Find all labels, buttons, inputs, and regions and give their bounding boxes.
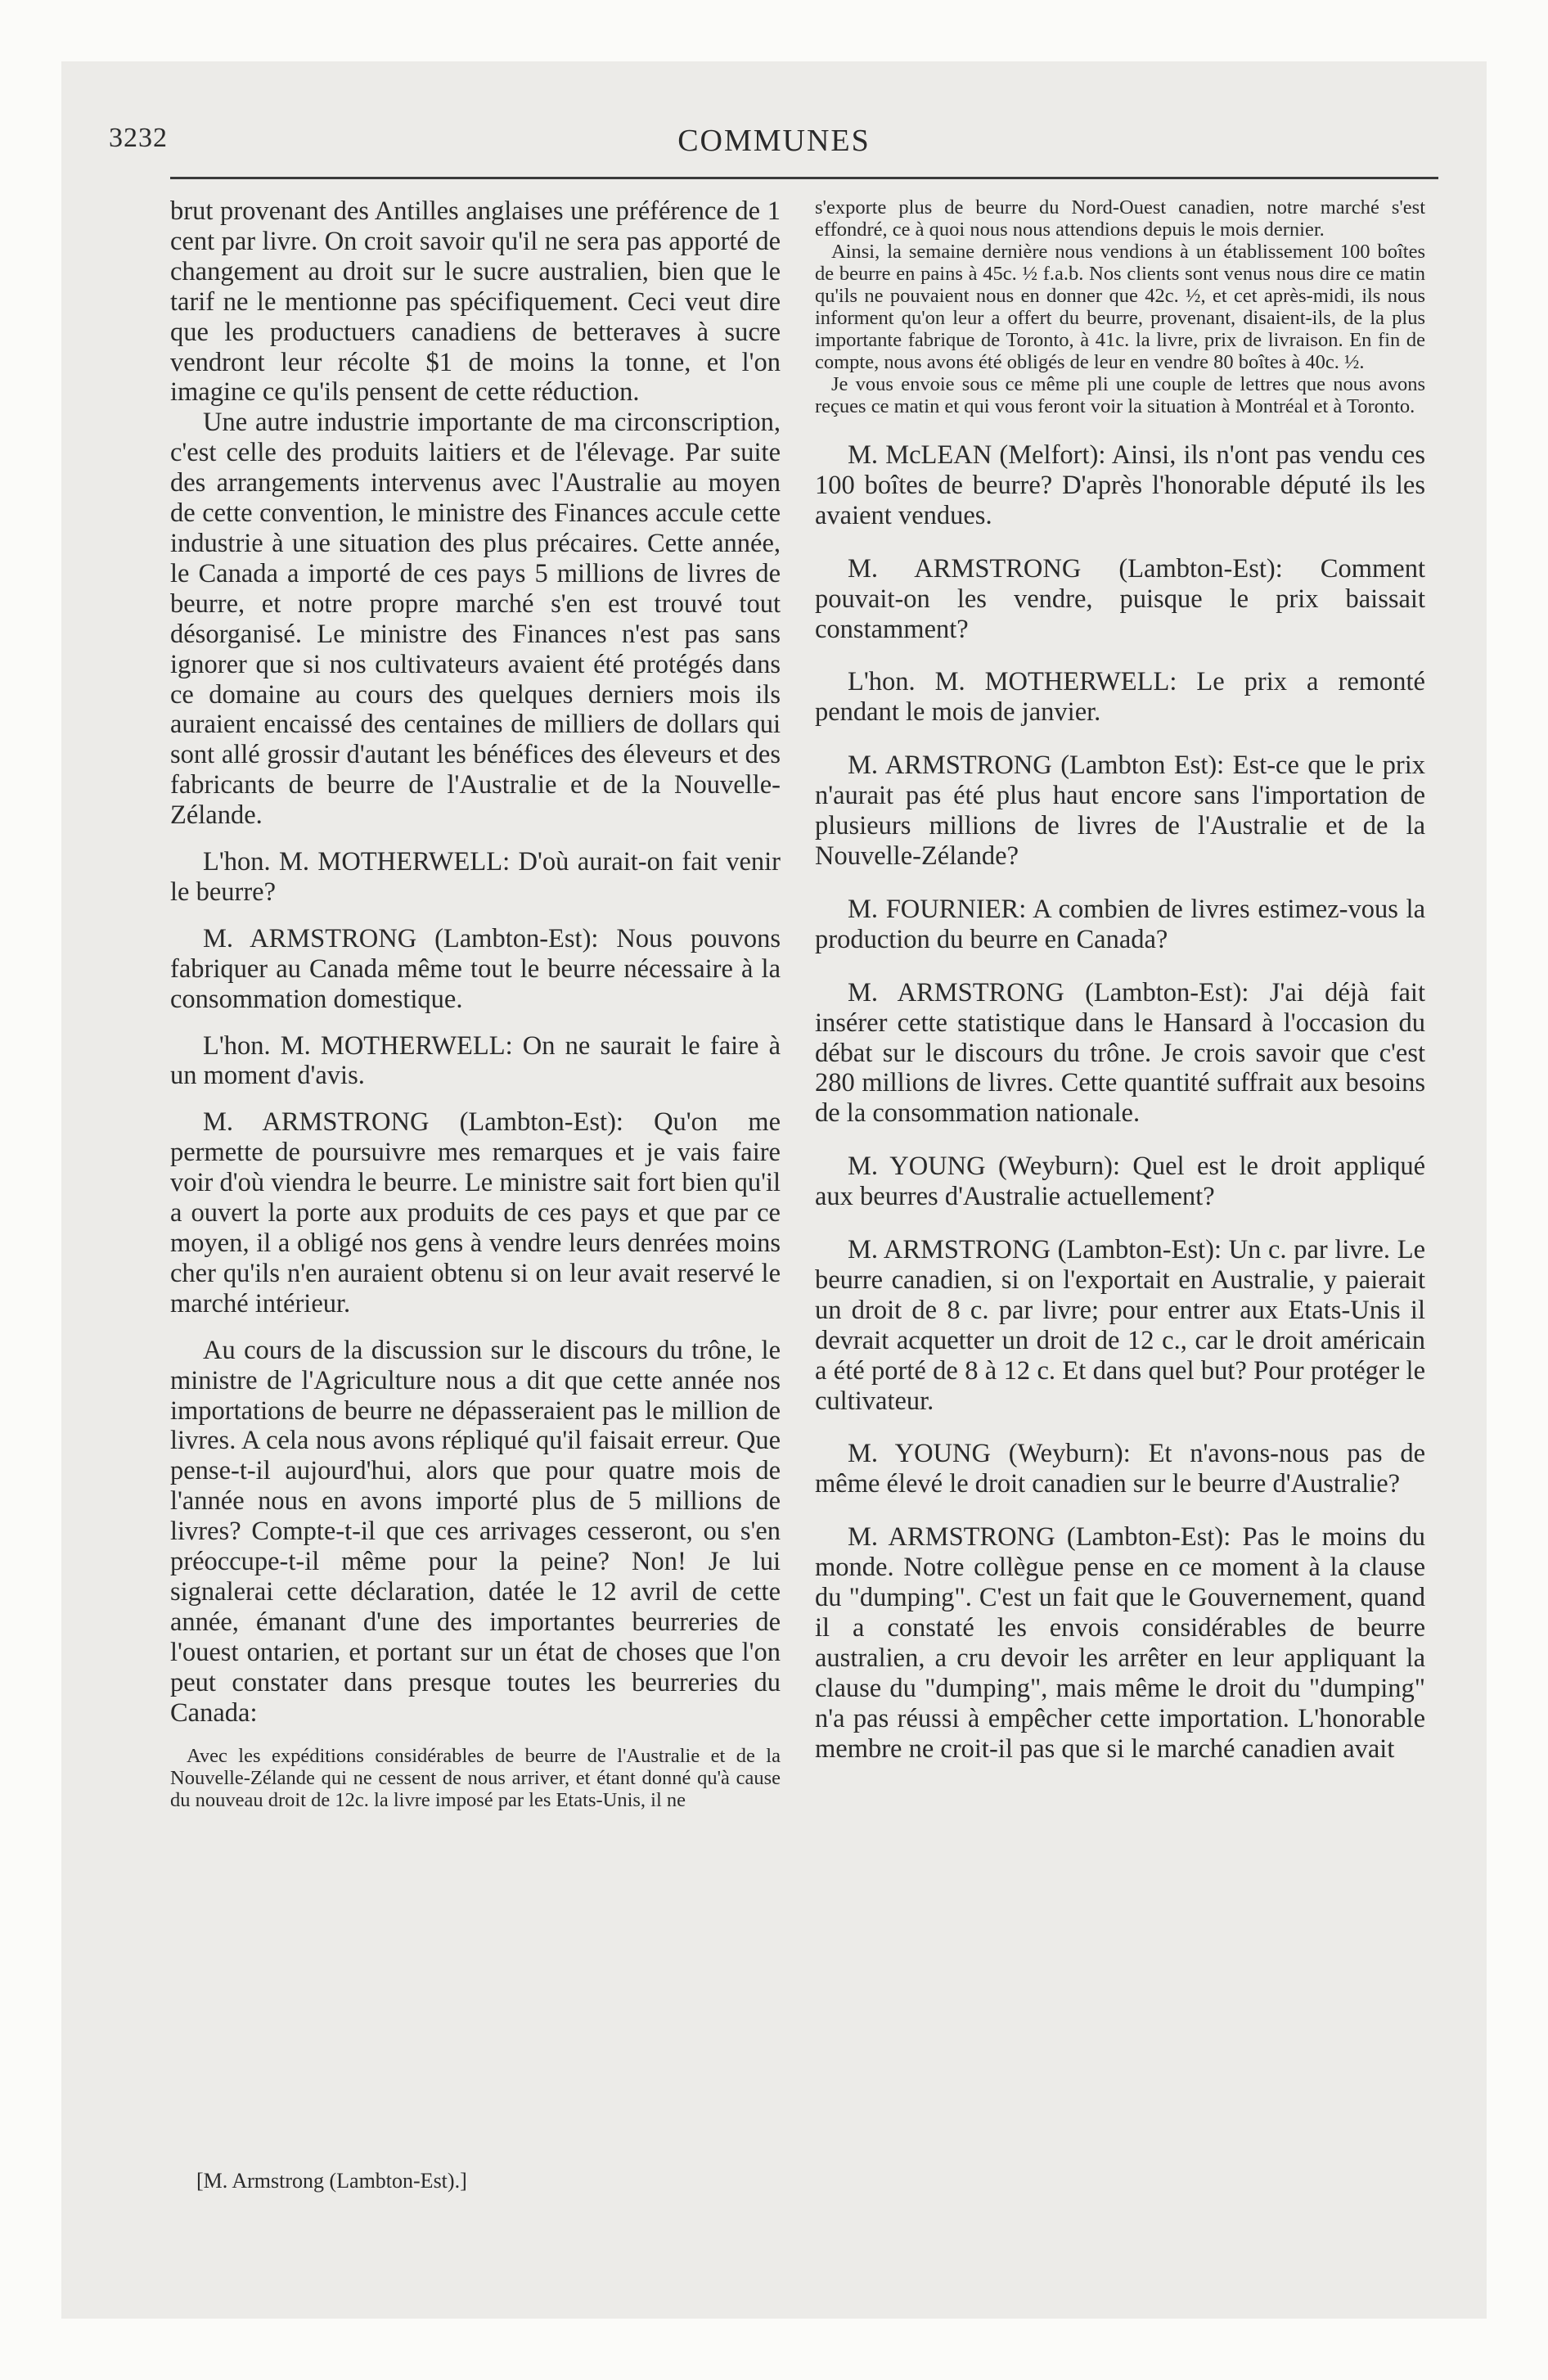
running-head: COMMUNES	[677, 124, 871, 158]
right-column	[815, 196, 1425, 1765]
page-header	[109, 123, 1439, 164]
speaker-footer: [M. Armstrong (Lambton-Est).]	[196, 2169, 467, 2193]
paragraph: M. YOUNG (Weyburn): Quel est le droit appliqué aux beurres d'Australie actuellement?	[815, 1152, 1425, 1212]
page-number: 3232	[109, 123, 168, 153]
quoted-letter: Ainsi, la semaine dernière nous vendions à un établissement 100 boîtes de beurre en pains à 45c. ½ f.a.b. Nos clients sont venus nous dire ce matin qu'ils ne pouvaient nous en donner que 42c. ½, et cet après-midi, ils nous informent qu'on leur a offert du beurre, provenant, disaient-ils, de la plus importante fabrique de Toronto, à 41c. la livre, prix de livraison. En fin de compte, nous avons été obligés de leur en vendre 80 boîtes à 40c. ½.	[815, 241, 1425, 373]
paragraph: M. ARMSTRONG (Lambton-Est): Nous pouvons fabriquer au Canada même tout le beurre nécessaire à la consommation domestique.	[170, 923, 781, 1014]
paragraph: M. ARMSTRONG (Lambton-Est): Qu'on me permette de poursuivre mes remarques et je vais faire voir d'où viendra le beurre. Le ministre sait fort bien qu'il a ouvert la porte aux produits de ces pays et que par ce moyen, il a obligé nos gens à vendre leurs denrées moins cher qu'ils n'en auraient obtenu si on leur avait reservé le marché intérieur.	[170, 1107, 781, 1318]
paragraph: M. McLEAN (Melfort): Ainsi, ils n'ont pas vendu ces 100 boîtes de beurre? D'après l'honorable député ils les avaient vendues.	[815, 440, 1425, 530]
quoted-letter: Je vous envoie sous ce même pli une couple de lettres que nous avons reçues ce matin et qui vous feront voir la situation à Montréal et à Toronto.	[815, 373, 1425, 417]
paragraph: brut provenant des Antilles anglaises une préférence de 1 cent par livre. On croit savoir qu'il ne sera pas apporté de changement au droit sur le sucre australien, bien que le tarif ne le mentionne pas spécifiquement. Ceci veut dire que les productuers canadiens de betteraves à sucre vendront leur récolte $1 de moins la tonne, et l'on imagine ce qu'ils pensent de cette réduction.	[170, 196, 781, 408]
paragraph: M. ARMSTRONG (Lambton Est): Est-ce que le prix n'aurait pas été plus haut encore sans l'importation de plusieurs millions de livres de l'Australie et de la Nouvelle-Zélande?	[815, 751, 1425, 871]
paragraph: M. ARMSTRONG (Lambton-Est): Un c. par livre. Le beurre canadien, si on l'exportait en Australie, y paierait un droit de 8 c. par livre; pour entrer aux Etats-Unis il devrait acquetter un droit de 12 c., car le droit américain a été porté de 8 à 12 c. Et dans quel but? Pour protéger le cultivateur.	[815, 1235, 1425, 1416]
paragraph: Au cours de la discussion sur le discours du trône, le ministre de l'Agriculture nous a dit que cette année nos importations de beurre ne dépasseraient pas le million de livres. A cela nous avons répliqué qu'il faisait erreur. Que pense-t-il aujourd'hui, alors que pour quatre mois de l'année nous en avons importé plus de 5 millions de livres? Compte-t-il que ces arrivages cesseront, ou s'en préoccupe-t-il même pour la peine? Non! Je lui signalerai cette déclaration, datée le 12 avril de cette année, émanant d'une des importantes beurreries de l'ouest ontarien, et portant sur un état de choses que l'on peut constater dans presque toutes les beurreries du Canada:	[170, 1335, 781, 1728]
header-rule	[170, 177, 1438, 179]
paragraph: Une autre industrie importante de ma circonscription, c'est celle des produits laitiers et de l'élevage. Par suite des arrangements intervenus avec l'Australie au moyen de cette convention, le ministre des Finances accule cette industrie à une situation des plus précaires. Cette année, le Canada a importé de ces pays 5 millions de livres de beurre, et notre propre marché s'en est trouvé tout désorganisé. Le ministre des Finances n'est pas sans ignorer que si nos cultivateurs avaient été protégés dans ce domaine au cours des quelques derniers mois ils auraient encaissé des centaines de milliers de dollars qui sont allé grossir d'autant les bénéfices des éleveurs et des fabricants de beurre de l'Australie et de la Nouvelle-Zélande.	[170, 408, 781, 831]
paragraph: L'hon. M. MOTHERWELL: On ne saurait le faire à un moment d'avis.	[170, 1030, 781, 1091]
quoted-letter: Avec les expéditions considérables de beurre de l'Australie et de la Nouvelle-Zélande qui ne cessent de nous arriver, et étant donné qu'à cause du nouveau droit de 12c. la livre imposé par les Etats-Unis, il ne	[170, 1744, 781, 1811]
paragraph: M. ARMSTRONG (Lambton-Est): J'ai déjà fait insérer cette statistique dans le Hansard à l'occasion du débat sur le discours du trône. Je crois savoir que c'est 280 millions de livres. Cette quantité suffrait aux besoins de la consommation nationale.	[815, 977, 1425, 1129]
quoted-letter: s'exporte plus de beurre du Nord-Ouest canadien, notre marché s'est effondré, ce à quoi nous nous attendions depuis le mois dernier.	[815, 196, 1425, 241]
paragraph: M. YOUNG (Weyburn): Et n'avons-nous pas de même élevé le droit canadien sur le beurre d'Australie?	[815, 1439, 1425, 1499]
paragraph: L'hon. M. MOTHERWELL: D'où aurait-on fait venir le beurre?	[170, 847, 781, 907]
left-column	[170, 196, 781, 1811]
paragraph: M. ARMSTRONG (Lambton-Est): Comment pouvait-on les vendre, puisque le prix baissait constamment?	[815, 553, 1425, 644]
paragraph: M. ARMSTRONG (Lambton-Est): Pas le moins du monde. Notre collègue pense en ce moment à la clause du "dumping". C'est un fait que le Gouvernement, quand il a constaté les envois considérables de beurre australien, a cru devoir les arrêter en leur appliquant la clause du "dumping", mais même le droit du "dumping" n'a pas réussi à empêcher cette importation. L'honorable membre ne croit-il pas que si le marché canadien avait	[815, 1522, 1425, 1764]
paragraph: L'hon. M. MOTHERWELL: Le prix a remonté pendant le mois de janvier.	[815, 667, 1425, 728]
paragraph: M. FOURNIER: A combien de livres estimez-vous la production du beurre en Canada?	[815, 894, 1425, 954]
